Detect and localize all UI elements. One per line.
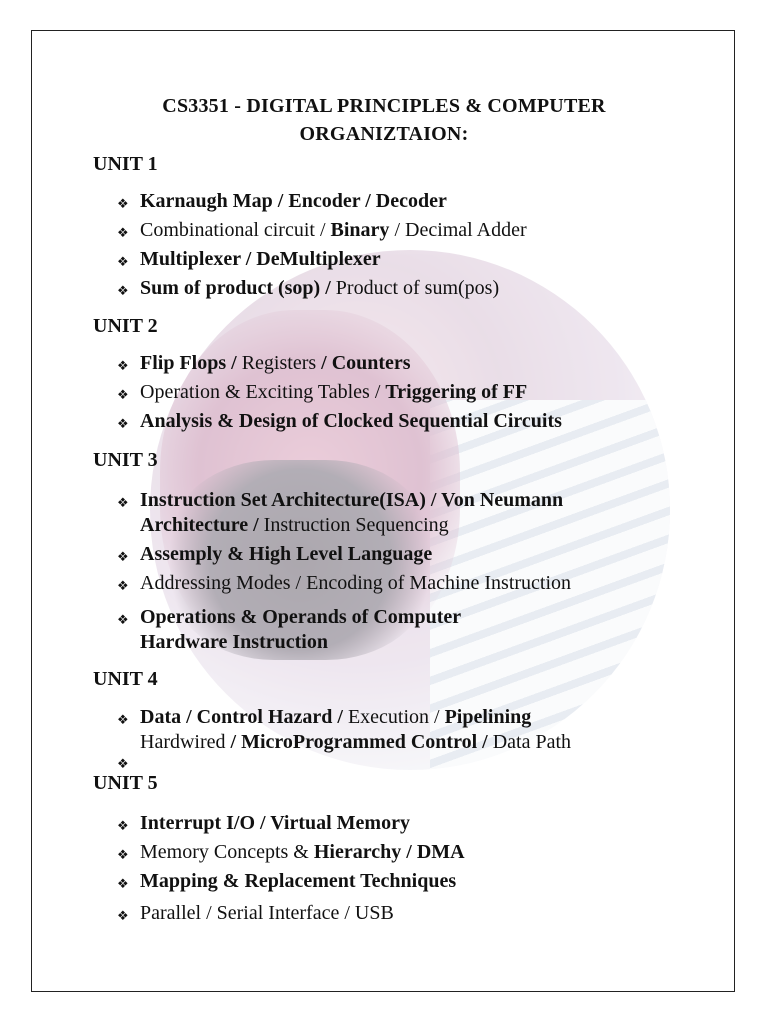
bullet-icon: ❖ [117, 612, 129, 627]
item-text: Sum of product (sop) / [140, 277, 336, 299]
unit-1-heading: UNIT 1 [93, 153, 158, 175]
item-text: Operation & Exciting Tables / [140, 381, 386, 403]
item-text: Karnaugh Map / Encoder / Decoder [140, 190, 447, 212]
item-text: Triggering of FF [385, 381, 528, 403]
unit-2-heading: UNIT 2 [93, 315, 158, 337]
unit-4-heading: UNIT 4 [93, 668, 158, 690]
item-text: Binary [330, 219, 390, 241]
bullet-icon: ❖ [117, 416, 129, 431]
bullet-icon: ❖ [117, 387, 129, 402]
title-line-2: ORGANIZTAION: [299, 123, 469, 145]
item-text: Interrupt I/O / Virtual Memory [140, 812, 410, 834]
item-text: Execution / [347, 706, 445, 728]
item-text: Memory Concepts & [140, 841, 314, 863]
item-text: Instruction Sequencing [263, 514, 449, 536]
item-text: Combinational circuit / [140, 219, 331, 241]
item-text: / MicroProgrammed Control / [230, 731, 493, 753]
bullet-icon: ❖ [117, 818, 129, 833]
bullet-icon: ❖ [117, 495, 129, 510]
item-text: / Decimal Adder [389, 219, 527, 241]
bullet-icon: ❖ [117, 756, 129, 771]
item-text: Assemply & High Level Language [140, 543, 433, 565]
item-text: Data Path [492, 731, 572, 753]
page-title [60, 92, 708, 148]
item-text: Product of sum(pos) [335, 277, 500, 299]
item-text: Hardwired [140, 731, 231, 753]
item-text: / Counters [321, 352, 411, 374]
item-text: Registers [241, 352, 322, 374]
unit-5-heading: UNIT 5 [93, 772, 158, 794]
bullet-icon: ❖ [117, 847, 129, 862]
bullet-icon: ❖ [117, 712, 129, 727]
item-text: Analysis & Design of Clocked Sequential Circuits [140, 410, 562, 432]
item-text: Flip Flops / [140, 352, 242, 374]
bullet-icon: ❖ [117, 196, 129, 211]
bullet-icon: ❖ [117, 876, 129, 891]
bullet-icon: ❖ [117, 908, 129, 923]
item-text: Data / Control Hazard / [140, 706, 348, 728]
item-text: Multiplexer / DeMultiplexer [140, 248, 381, 270]
item-text: Hierarchy / DMA [313, 841, 465, 863]
bullet-icon: ❖ [117, 225, 129, 240]
unit-3-heading: UNIT 3 [93, 449, 158, 471]
bullet-icon: ❖ [117, 358, 129, 373]
bullet-icon: ❖ [117, 578, 129, 593]
item-text: Addressing Modes / Encoding of Machine Instruction [140, 572, 572, 594]
bullet-icon: ❖ [117, 283, 129, 298]
item-text: Mapping & Replacement Techniques [140, 870, 457, 892]
item-text: Operations & Operands of Computer Hardware Instruction [140, 606, 461, 653]
item-text: Parallel / Serial Interface / USB [140, 902, 394, 924]
bullet-icon: ❖ [117, 254, 129, 269]
item-text: Pipelining [444, 706, 532, 728]
item-text: Instruction Set Architecture(ISA) / Von Neumann Architecture / [140, 489, 564, 536]
bullet-icon: ❖ [117, 549, 129, 564]
title-line-1: CS3351 - DIGITAL PRINCIPLES & COMPUTER [162, 95, 606, 117]
